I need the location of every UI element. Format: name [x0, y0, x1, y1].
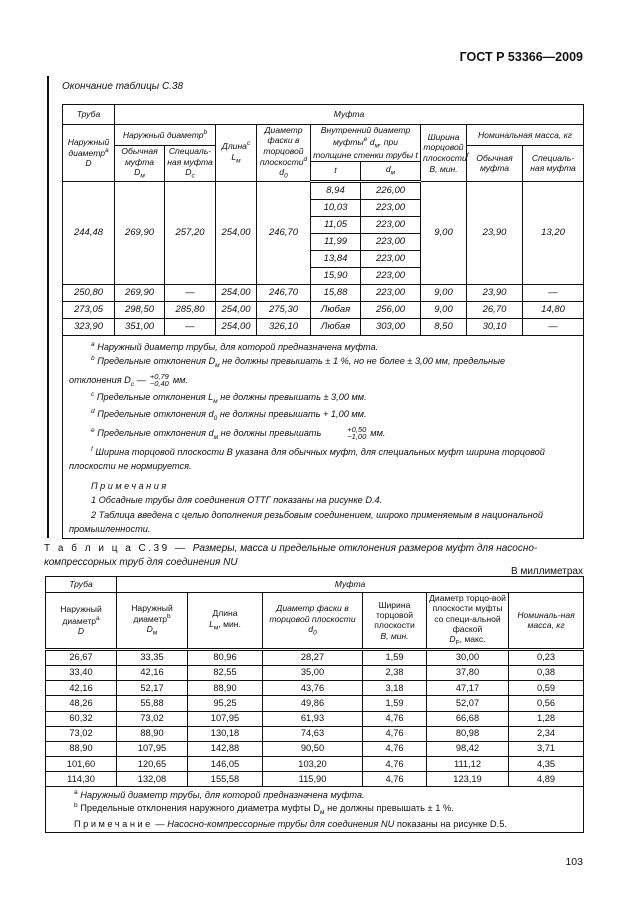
cell-inner-dm: 223,00	[361, 250, 421, 267]
remark: Примечание — Насосно-компрессорные трубы для соединения NU показаны на рисунке D.5.	[74, 818, 507, 829]
footnote-b-cont: отклонения $D_c$ — +0,79 −0,40 мм.	[69, 371, 188, 389]
cell-length: 254,00	[216, 284, 257, 301]
cell-inner-dm: 223,00	[361, 216, 421, 233]
cell-face-width: 1,59	[363, 696, 427, 711]
cell-face-width: 9,00	[421, 181, 467, 284]
header-pipe: Труба	[63, 105, 115, 125]
cell-face-diameter: 98,42	[427, 741, 509, 756]
cell-wall-t: 13,84	[311, 250, 361, 267]
header-length: Длина$^c$ $L_м$	[216, 125, 257, 182]
cell-chamfer: 28,27	[263, 649, 363, 665]
header-chamfer: Диаметр фаски в торцовой плоскости $d_0$	[263, 593, 363, 650]
cell-coupling-std-od: 269,90	[115, 284, 165, 301]
remark-2: 2 Таблица введена с целью дополнения резьбовым соединением, широко применяемым в национальной промышленности.	[69, 509, 543, 534]
units-label: В миллиметрах	[511, 566, 583, 577]
header-face-diameter: Диаметр торцо-вой плоскости муфты со специ-альной фаской $D_F$, макс.	[427, 593, 509, 650]
cell-coupling-std-od: 351,00	[115, 318, 165, 335]
footnote-a: $^a$ Наружный диаметр трубы, для которой предназначена муфта.	[91, 340, 379, 352]
cell-wall-t: 10,03	[311, 199, 361, 216]
cell-face-diameter: 37,80	[427, 665, 509, 680]
cell-face-diameter: 52,07	[427, 696, 509, 711]
cell-chamfer: 49,86	[263, 696, 363, 711]
cell-chamfer: 275,30	[257, 301, 311, 318]
cell-mass: 0,38	[509, 665, 584, 680]
cell-face-width: 4,76	[363, 726, 427, 741]
footnote-e: $^e$ Предельные отклонения $d_м$ не должны превышать +0,50 −1,00 мм.	[91, 424, 386, 442]
cell-wall-t: Любая	[311, 318, 361, 335]
cell-mass-spec: —	[523, 284, 584, 301]
cell-mass-std: 23,90	[467, 181, 523, 284]
cell-face-width: 4,76	[363, 741, 427, 756]
cell-inner-dm: 223,00	[361, 233, 421, 250]
cell-pipe-od: 88,90	[46, 741, 117, 756]
cell-length: 107,95	[188, 711, 263, 726]
cell-pipe-od: 26,67	[46, 649, 117, 665]
header-coupling: Муфта	[115, 105, 584, 125]
header-mass: Номинальная масса, кг	[467, 125, 584, 146]
cell-mass: 4,35	[509, 757, 584, 772]
header-chamfer: Диаметр фаски в торцовой плоскости$^d$ $d_0$	[257, 125, 311, 182]
cell-inner-dm: 256,00	[361, 301, 421, 318]
header-inner-dm: $d_м$	[361, 161, 421, 181]
table-row	[46, 711, 584, 726]
footnote-b: $^b$ Предельные отклонения $D_м$ не должны превышать ± 1 %, но не более ± 3,00 мм, предельные	[91, 354, 506, 369]
cell-face-width: 8,50	[421, 318, 467, 335]
table-row	[46, 665, 584, 680]
cell-mass-std: 23,90	[467, 284, 523, 301]
cell-coupling-std-od: 298,50	[115, 301, 165, 318]
cell-mass: 3,71	[509, 741, 584, 756]
cell-length: 254,00	[216, 318, 257, 335]
table-c39-caption: Т а б л и ц а С.39 — Размеры, масса и предельные отклонения размеров муфт для насосно-компрессорных труб для соединения NU	[44, 543, 538, 568]
cell-mass-std: 26,70	[467, 301, 523, 318]
cell-face-width: 4,76	[363, 711, 427, 726]
header-inner-diameter: Внутренний диаметр муфты$^e$ $d_м$, при толщине стенки трубы t	[311, 125, 421, 162]
cell-mass: 0,59	[509, 681, 584, 696]
header-pipe-od: Наружный диаметр$^a$ D	[46, 593, 117, 650]
cell-coupling-spec-od: 257,20	[165, 181, 216, 284]
table-row	[63, 181, 584, 199]
cell-inner-dm: 223,00	[361, 284, 421, 301]
cell-face-width: 9,00	[421, 301, 467, 318]
footnote-c: $^c$ Предельные отклонения $L_м$ не должны превышать ± 3,00 мм.	[91, 390, 367, 405]
cell-coupling-od: 42,16	[117, 665, 188, 680]
cell-face-diameter: 123,19	[427, 772, 509, 787]
table-row	[46, 757, 584, 772]
table-c39	[45, 576, 584, 833]
cell-length: 88,90	[188, 681, 263, 696]
cell-coupling-od: 132,08	[117, 772, 188, 787]
cell-face-diameter: 47,17	[427, 681, 509, 696]
cell-length: 254,00	[216, 181, 257, 284]
cell-length: 254,00	[216, 301, 257, 318]
cell-face-width: 9,00	[421, 284, 467, 301]
cell-wall-t: 11,99	[311, 233, 361, 250]
footnote-d: $^d$ Предельные отклонения $d_0$ не должны превышать + 1,00 мм.	[91, 407, 367, 422]
cell-mass: 0,23	[509, 649, 584, 665]
page-number: 103	[565, 856, 583, 868]
table-row	[63, 301, 584, 318]
cell-coupling-od: 52,17	[117, 681, 188, 696]
footnote-b: $^b$ Предельные отклонения наружного диаметра муфты $D_м$ не должны превышать ± 1 %.	[74, 802, 454, 817]
header-face-width: Ширина торцовой плоскости B, мин.	[363, 593, 427, 650]
cell-mass-spec: 13,20	[523, 181, 584, 284]
cell-chamfer: 43,76	[263, 681, 363, 696]
table-row	[46, 726, 584, 741]
table-continuation-label: Окончание таблицы С.38	[62, 81, 184, 92]
header-face-width: Ширина торцовой плоскости$^f$ B, мин.	[421, 125, 467, 182]
cell-chamfer: 326,10	[257, 318, 311, 335]
cell-face-width: 1,59	[363, 649, 427, 665]
remarks-title: Примечания	[91, 481, 169, 492]
header-spec-coupling: Специаль-ная муфта $D_c$	[165, 146, 216, 182]
cell-chamfer: 246,70	[257, 181, 311, 284]
header-wall-t: t	[311, 161, 361, 181]
cell-wall-t: 11,05	[311, 216, 361, 233]
table-c38-notes	[63, 335, 584, 539]
table-row	[46, 696, 584, 711]
cell-pipe-od: 114,30	[46, 772, 117, 787]
cell-coupling-od: 33,35	[117, 649, 188, 665]
header-mass-spec: Специаль-ная муфта	[523, 146, 584, 182]
cell-chamfer: 103,20	[263, 757, 363, 772]
cell-pipe-od: 48,26	[46, 696, 117, 711]
cell-pipe-od: 42,16	[46, 681, 117, 696]
cell-chamfer: 35,00	[263, 665, 363, 680]
cell-mass-std: 30,10	[467, 318, 523, 335]
cell-coupling-od: 73,02	[117, 711, 188, 726]
cell-face-width: 2,38	[363, 665, 427, 680]
cell-chamfer: 74,63	[263, 726, 363, 741]
cell-inner-dm: 303,00	[361, 318, 421, 335]
cell-pipe-od: 60,32	[46, 711, 117, 726]
table-row	[63, 284, 584, 301]
cell-coupling-std-od: 269,90	[115, 181, 165, 284]
header-pipe-od: Наружный диаметр$^a$ D	[63, 125, 115, 182]
table-row	[46, 741, 584, 756]
cell-length: 80,96	[188, 649, 263, 665]
cell-wall-t: 8,94	[311, 181, 361, 199]
cell-wall-t: Любая	[311, 301, 361, 318]
cell-chamfer: 61,93	[263, 711, 363, 726]
header-coupling: Муфта	[117, 577, 584, 593]
header-mass-std: Обычная муфта	[467, 146, 523, 182]
header-std-coupling: Обычная муфта $D_м$	[115, 146, 165, 182]
table-c38	[62, 104, 584, 539]
cell-mass-spec: 14,80	[523, 301, 584, 318]
cell-length: 95,25	[188, 696, 263, 711]
cell-coupling-spec-od: 285,80	[165, 301, 216, 318]
cell-coupling-od: 107,95	[117, 741, 188, 756]
cell-mass: 0,56	[509, 696, 584, 711]
header-pipe: Труба	[46, 577, 117, 593]
cell-chamfer: 115,90	[263, 772, 363, 787]
table-c39-notes	[46, 787, 584, 833]
header-mass: Номиналь-ная масса, кг	[509, 593, 584, 650]
footnote-a: $^a$ Наружный диаметр трубы, для которой предназначена муфта.	[74, 789, 365, 801]
cell-length: 82,55	[188, 665, 263, 680]
cell-coupling-od: 120,65	[117, 757, 188, 772]
table-row	[46, 649, 584, 665]
table-row	[46, 772, 584, 787]
cell-coupling-od: 88,90	[117, 726, 188, 741]
header-coupling-od: Наружный диаметр$^b$ $D_м$	[117, 593, 188, 650]
cell-pipe-od: 323,90	[63, 318, 115, 335]
cell-face-diameter: 111,12	[427, 757, 509, 772]
cell-length: 130,18	[188, 726, 263, 741]
cell-pipe-od: 250,80	[63, 284, 115, 301]
remark-1: 1 Обсадные трубы для соединения ОТТГ показаны на рисунке D.4.	[91, 495, 383, 506]
cell-mass: 1,28	[509, 711, 584, 726]
cell-face-width: 4,76	[363, 757, 427, 772]
cell-pipe-od: 33,40	[46, 665, 117, 680]
cell-pipe-od: 101,60	[46, 757, 117, 772]
cell-inner-dm: 223,00	[361, 199, 421, 216]
footnote-f: $^f$ Ширина торцовой плоскости В указана для обычных муфт, для специальных муфт ширина торцовой плоскости не нормируется.	[69, 445, 545, 471]
cell-face-diameter: 66,68	[427, 711, 509, 726]
cell-inner-dm: 226,00	[361, 181, 421, 199]
cell-coupling-spec-od: —	[165, 318, 216, 335]
table-row	[46, 681, 584, 696]
cell-face-width: 3,18	[363, 681, 427, 696]
cell-length: 146,05	[188, 757, 263, 772]
header-coupling-od: Наружный диаметр$^b$	[115, 125, 216, 146]
change-bar	[47, 76, 49, 538]
cell-length: 155,58	[188, 772, 263, 787]
cell-chamfer: 90,50	[263, 741, 363, 756]
cell-mass-spec: —	[523, 318, 584, 335]
cell-wall-t: 15,88	[311, 284, 361, 301]
cell-wall-t: 15,90	[311, 267, 361, 284]
cell-face-width: 4,76	[363, 772, 427, 787]
cell-face-diameter: 80,98	[427, 726, 509, 741]
cell-chamfer: 246,70	[257, 284, 311, 301]
cell-pipe-od: 73,02	[46, 726, 117, 741]
cell-coupling-spec-od: —	[165, 284, 216, 301]
cell-mass: 4,89	[509, 772, 584, 787]
cell-face-diameter: 30,00	[427, 649, 509, 665]
cell-pipe-od: 273,05	[63, 301, 115, 318]
document-id: ГОСТ Р 53366—2009	[459, 50, 583, 64]
cell-mass: 2,34	[509, 726, 584, 741]
cell-length: 142,88	[188, 741, 263, 756]
cell-pipe-od: 244,48	[63, 181, 115, 284]
cell-inner-dm: 223,00	[361, 267, 421, 284]
table-row	[63, 318, 584, 335]
cell-coupling-od: 55,88	[117, 696, 188, 711]
header-length: Длина $L_м$, мин.	[188, 593, 263, 650]
